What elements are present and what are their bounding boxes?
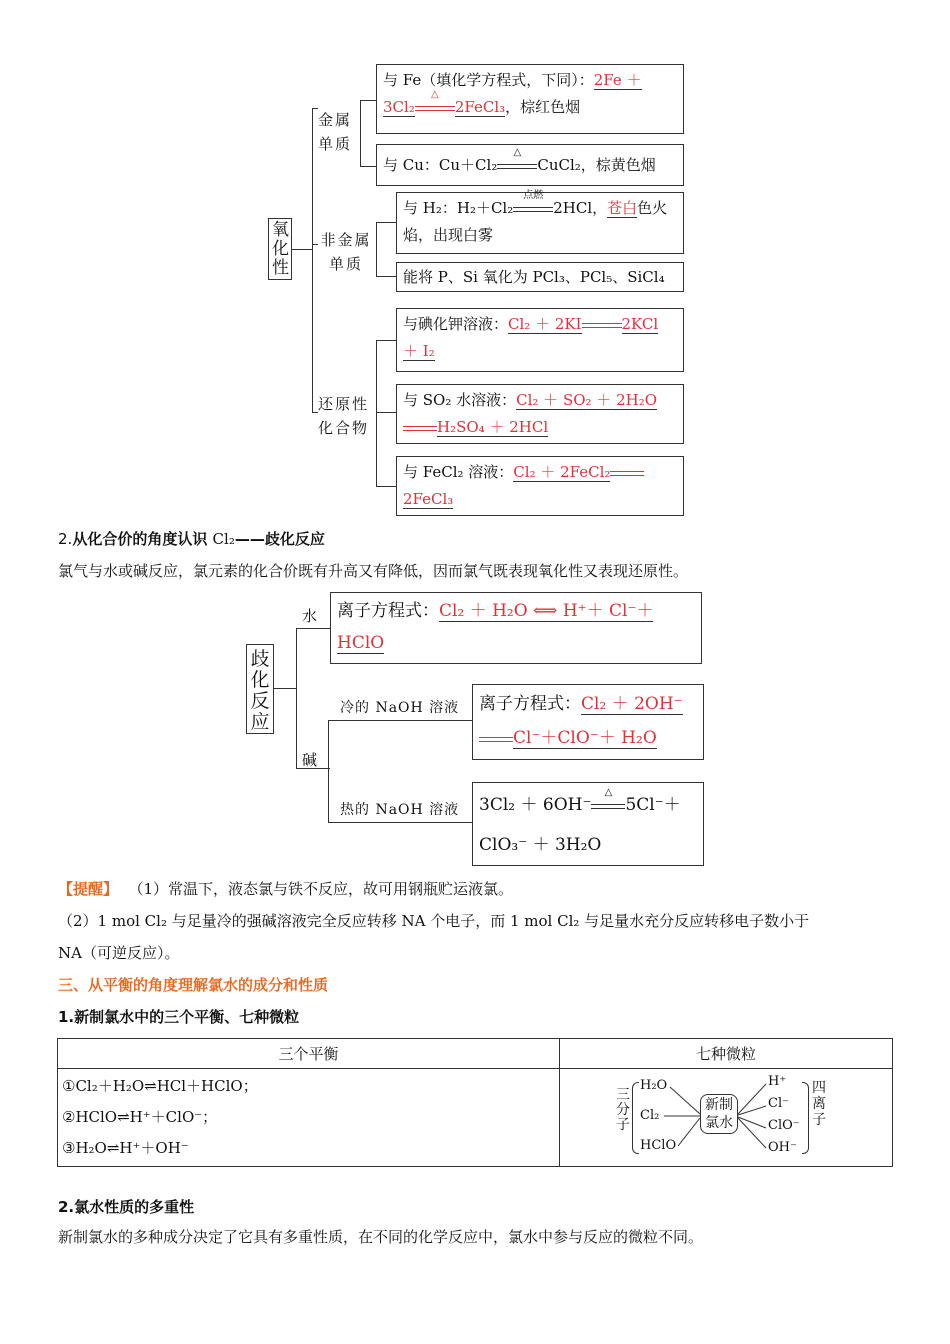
dispro-root: 歧化反应 — [246, 644, 274, 734]
h2-reaction-box: 与 H₂：H₂＋Cl₂ 点燃 2HCl，苍白色火 焰，出现白雾 — [396, 192, 684, 254]
equilibrium-3: ③H₂O⇌H⁺＋OH⁻ — [62, 1139, 189, 1157]
heat-condition: △ — [497, 156, 537, 176]
particles-diagram — [616, 1074, 836, 1162]
section2-heading: 2.从化合价的角度认识 Cl₂——歧化反应 — [58, 530, 325, 548]
ion-item: H⁺ — [768, 1073, 787, 1089]
heat-condition: △ — [415, 98, 455, 118]
center-new-chlorine-water: 新制氯水 — [700, 1094, 738, 1134]
branch-base: 碱 — [302, 751, 320, 769]
molecule-item: Cl₂ — [640, 1107, 660, 1123]
section3-sub2: 2.氯水性质的多重性 — [58, 1198, 195, 1216]
ion-item: OH⁻ — [768, 1139, 797, 1155]
table-header: 七种微粒 — [560, 1039, 893, 1069]
reminder-line1: 【提醒】 （1）常温下，液态氯与铁不反应，故可用钢瓶贮运液氯。 — [58, 880, 514, 898]
ion-item: Cl⁻ — [768, 1095, 789, 1111]
section2-text: 氯气与水或碱反应，氯元素的化合价既有升高又有降低，因而氯气既表现氧化性又表现还原性。 — [58, 562, 689, 580]
fecl2-reaction-box: 与 FeCl₂ 溶液：Cl₂ ＋ 2FeCl₂ 2FeCl₃ — [396, 456, 684, 516]
molecule-item: H₂O — [640, 1077, 668, 1093]
p-si-box: 能将 P、Si 氧化为 PCl₃、PCl₅、SiCl₄ — [396, 262, 684, 292]
heat-condition: △ — [591, 796, 625, 816]
cold-naoh-label: 冷的 NaOH 溶液 — [340, 700, 460, 716]
hot-naoh-box: 3Cl₂ ＋ 6OH⁻ △ 5Cl⁻＋ ClO₃⁻ ＋ 3H₂O — [472, 782, 704, 866]
equilibrium-table — [57, 1038, 893, 1167]
ignite-condition: 点燃 — [513, 199, 553, 219]
so2-reaction-box: 与 SO₂ 水溶液：Cl₂ ＋ SO₂ ＋ 2H₂O H₂SO₄ ＋ 2HCl — [396, 384, 684, 444]
section3-title: 三、从平衡的角度理解氯水的成分和性质 — [58, 976, 329, 994]
hot-naoh-label: 热的 NaOH 溶液 — [340, 802, 460, 818]
equilibria-cell — [58, 1069, 560, 1167]
ions-label: 四离子 — [812, 1079, 826, 1128]
cu-reaction-box: 与 Cu：Cu＋Cl₂ △ CuCl₂，棕黄色烟 — [376, 144, 684, 186]
section3-text: 新制氯水的多种成分决定了它具有多重性质，在不同的化学反应中，氯水中参与反应的微粒不同。 — [58, 1228, 704, 1246]
reminder-line2: （2）1 mol Cl₂ 与足量冷的强碱溶液完全反应转移 NA 个电子，而 1 mol Cl₂ 与足量水充分反应转移电子数小于 — [58, 912, 810, 930]
molecule-item: HClO — [640, 1137, 677, 1153]
branch-reducing: 还原性化合物 — [318, 395, 370, 437]
molecules-label: 三分子 — [616, 1086, 630, 1133]
branch-metal: 金属单质 — [318, 111, 353, 153]
section3-sub1: 1.新制氯水中的三个平衡、七种微粒 — [58, 1008, 300, 1026]
fe-reaction-box: 与 Fe（填化学方程式，下同）：2Fe ＋ 3Cl₂ △ 2FeCl₃，棕红色烟 — [376, 64, 684, 134]
branch-water: 水 — [302, 607, 320, 625]
table-header: 三个平衡 — [58, 1039, 560, 1069]
reminder-line3: NA（可逆反应）。 — [58, 944, 180, 962]
cold-naoh-box: 离子方程式：Cl₂ ＋ 2OH⁻ Cl⁻＋ClO⁻＋ H₂O — [472, 684, 704, 760]
ki-reaction-box: 与碘化钾溶液：Cl₂ ＋ 2KI 2KCl ＋ I₂ — [396, 308, 684, 372]
oxidation-root: 氧化性 — [268, 218, 292, 280]
equilibrium-1: ①Cl₂＋H₂O⇌HCl＋HClO； — [62, 1077, 258, 1095]
ion-item: ClO⁻ — [768, 1117, 800, 1133]
equilibrium-2: ②HClO⇌H⁺＋ClO⁻； — [62, 1108, 218, 1126]
branch-nonmetal: 非金属单质 — [320, 231, 372, 273]
particles-cell — [560, 1069, 893, 1167]
water-reaction-box: 离子方程式：Cl₂ ＋ H₂O ⟺ H⁺＋ Cl⁻＋ HClO — [330, 592, 702, 664]
